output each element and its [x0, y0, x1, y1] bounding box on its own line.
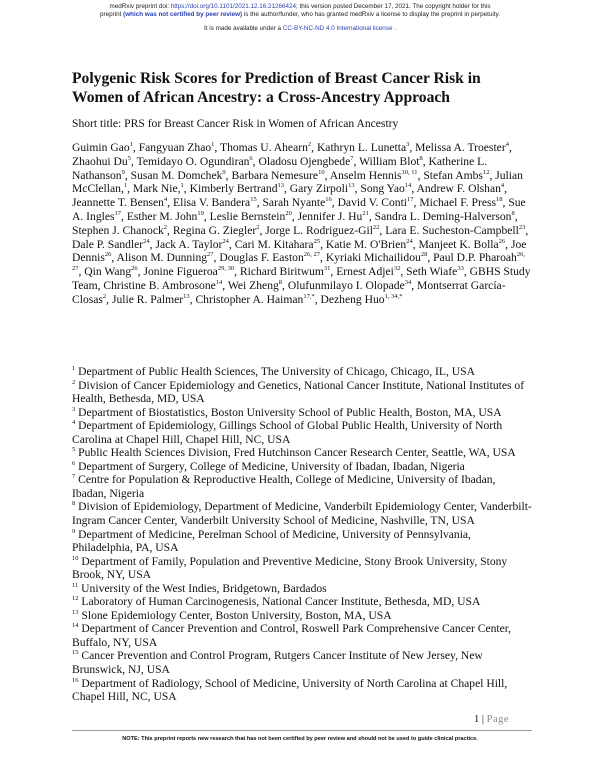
author-affiliation-marker: 16	[325, 196, 332, 204]
author: Michael F. Press$^{18}$	[419, 196, 503, 210]
author-affiliation-marker: 5	[127, 154, 131, 162]
peer-review-link[interactable]: (which was not certified by peer review)	[123, 11, 243, 18]
affiliation-item: $^4$ Department of Epidemiology, Gillings School of Global Public Health, University of North Carolina at Chapel Hill, Chapel Hill, NC, USA	[72, 419, 503, 446]
author: William Blot$^8$	[359, 154, 423, 168]
affiliation-item: $^1$ Department of Public Health Sciences, The University of Chicago, Chicago, IL, USA	[72, 365, 475, 378]
author: Manjeet K. Bolla$^{26}$	[418, 237, 506, 251]
author: Joe Dennis$^{26}$	[72, 237, 527, 265]
author-affiliation-marker: 15	[250, 196, 257, 204]
author: Fangyuan Zhao$^1$	[138, 141, 215, 154]
author: Alison M. Dunning$^{27}$	[116, 251, 214, 265]
author: Jonine Figueroa$^{29, 30}$	[143, 265, 235, 279]
author-affiliation-marker: 3	[406, 141, 410, 149]
author-affiliation-marker: 7	[350, 154, 354, 162]
author-affiliation-marker: 19	[197, 210, 204, 218]
author-affiliation-marker: 20	[285, 210, 292, 218]
author-affiliation-marker: 24	[143, 237, 150, 245]
author: Lara E. Sucheston-Campbell$^{23}$	[385, 223, 526, 237]
author-affiliation-marker: 2	[256, 223, 260, 231]
author-affiliation-marker: 18	[496, 196, 503, 204]
author-affiliation-marker: 28	[420, 251, 428, 259]
author: Temidayo O. Ogundiran$^6$	[136, 154, 253, 168]
affiliation-item: $^9$ Department of Medicine, Perelman School of Medicine, University of Pennsylvania, Philadelphia, PA, USA	[72, 527, 471, 555]
page-number: 1 | Page	[474, 714, 510, 725]
license-line: It is made available under a CC-BY-NC-ND 4.0 International license .	[204, 25, 396, 32]
affiliation-item: $^6$ Department of Surgery, College of Medicine, University of Ibadan, Ibadan, Nigeria	[72, 459, 465, 473]
author: Seth Wiafe$^{33}$	[406, 265, 464, 279]
author: Guimin Gao$^1$	[72, 141, 133, 154]
affiliation-item: $^2$ Division of Cancer Epidemiology and Genetics, National Cancer Institute, National Institutes of Health, Bethesda, MD, USA	[72, 378, 525, 406]
author: Douglas F. Easton$^{26, 27}$	[219, 251, 321, 265]
author: Zhaohui Du$^5$	[72, 154, 131, 168]
author: Andrew F. Olshan$^4$	[416, 182, 505, 196]
author-affiliation-marker: 22	[372, 223, 380, 231]
author: Cari M. Kitahara$^{25}$	[234, 237, 321, 251]
author-affiliation-marker: 10	[318, 168, 325, 176]
author: Sue A. Ingles$^{17}$	[72, 196, 526, 223]
author-affiliation-marker: 2	[307, 141, 312, 149]
author-affiliation-marker: 14	[215, 279, 223, 287]
author-affiliation-marker: 9	[222, 168, 226, 176]
author-affiliation-marker: 32	[393, 265, 401, 273]
preprint-header: medRxiv preprint doi: https://doi.org/10.1101/2021.12.16.21266424; this version posted December 17, 2021. The copyright holder for this	[109, 3, 491, 10]
author: Jennifer J. Hu$^{21}$	[297, 209, 369, 223]
author-affiliation-marker: 4	[163, 196, 168, 204]
affiliation-item: $^{11}$ University of the West Indies, Bridgetown, Bardados	[72, 581, 327, 595]
author-affiliation-marker: 17	[114, 210, 122, 218]
author: Ernest Adjei$^{32}$	[336, 265, 401, 279]
short-title: Short title: PRS for Breast Cancer Risk in Women of African Ancestry	[72, 117, 399, 130]
author-affiliation-marker: 13	[348, 182, 355, 190]
author-affiliation-marker: 8	[511, 210, 515, 218]
author-affiliation-marker: 2	[102, 292, 107, 300]
license-link[interactable]: CC-BY-NC-ND 4.0 International license	[282, 25, 393, 32]
author-affiliation-marker: 26, 27	[72, 251, 525, 273]
author: Susan M. Domchek$^9$	[130, 168, 226, 182]
author: Paul D.P. Pharoah$^{26, 27}$	[72, 251, 525, 273]
author: Katherine L. Nathanson$^9$	[72, 154, 488, 182]
author: Thomas U. Ahearn$^2$	[219, 141, 312, 154]
author: Montserrat García-Closas$^2$	[72, 278, 506, 306]
author-affiliation-marker: 24	[406, 237, 413, 245]
author: Stefan Ambs$^{12}$	[423, 168, 490, 182]
affiliation-item: $^{12}$ Laboratory of Human Carcinogenesis, National Cancer Institute, Bethesda, MD, USA	[72, 595, 481, 609]
author: Elisa V. Bandera$^{15}$	[173, 196, 257, 210]
footer-divider	[72, 730, 532, 731]
author-affiliation-marker: 1	[211, 141, 215, 149]
affiliation-list	[72, 365, 532, 704]
author-affiliation-marker: 14	[404, 182, 412, 190]
affiliation-item: $^{13}$ Slone Epidemiology Center, Boston University, Boston, MA, USA	[72, 608, 392, 622]
author-affiliation-marker: 6	[249, 154, 253, 162]
author: Kathryn L. Lunetta$^3$	[316, 141, 410, 154]
author-affiliation-marker: 10, 11	[401, 168, 418, 176]
affiliation-item: $^{15}$ Cancer Prevention and Control Program, Rutgers Cancer Institute of New Jersey, New Brunswick, NJ, USA	[72, 649, 483, 677]
affiliation-item: $^{16}$ Department of Radiology, School of Medicine, University of North Carolina at Chapel Hill, Chapel Hill, NC, USA	[72, 676, 508, 704]
author: Melissa A. Troester$^4$	[415, 141, 509, 154]
author-affiliation-marker: 33	[457, 265, 464, 273]
affiliation-item: $^3$ Department of Biostatistics, Boston University School of Public Health, Boston, MA, USA	[72, 405, 502, 419]
affiliation-item: $^{14}$ Department of Cancer Prevention and Control, Roswell Park Comprehensive Cancer Center, Buffalo, NY, USA	[72, 622, 512, 649]
author-affiliation-marker: 26	[498, 237, 506, 245]
author-affiliation-marker: 1	[123, 182, 128, 190]
author-affiliation-marker: 17,*	[303, 292, 315, 300]
paper-title: Polygenic Risk Scores for Prediction of Breast Cancer Risk in Women of African Ancestry: a Cross-Ancestry Approach	[72, 70, 481, 106]
affiliation-item: $^{10}$ Department of Family, Population and Preventive Medicine, Stony Brook University, Stony Brook, NY, USA	[72, 554, 508, 582]
author: Katie M. O'Brien$^{24}$	[325, 237, 413, 251]
preprint-header-line2: preprint (which was not certified by peer review) is the author/funder, who has granted medRxiv a license to display the preprint in perpetuity.	[100, 11, 500, 18]
author: Song Yao$^{14}$	[360, 182, 412, 196]
author: Esther M. John$^{19}$	[126, 209, 204, 223]
author-affiliation-marker: 21	[362, 210, 369, 218]
author-affiliation-marker: 27	[207, 251, 214, 259]
author-affiliation-marker: 12	[482, 168, 490, 176]
doi-link[interactable]: https://doi.org/10.1101/2021.12.16.21266424	[170, 3, 296, 10]
author: Olufunmilayo I. Olopade$^{34}$	[287, 278, 412, 292]
author-affiliation-marker: 2	[163, 223, 168, 231]
author: Leslie Bernstein$^{20}$	[209, 209, 292, 223]
author: Kimberly Bertrand$^{13}$	[189, 182, 284, 196]
author-affiliation-marker: 17	[407, 196, 414, 204]
author: Wei Zheng$^8$	[227, 278, 283, 292]
author-affiliation-marker: 26	[131, 265, 138, 273]
footer-note: NOTE: This preprint reports new research that has not been certified by peer review and should not be used to guide clinical practice.	[122, 736, 478, 742]
author: Christopher A. Haiman$^{17,*}$	[195, 292, 315, 306]
author: Anselm Hennis$^{10, 11}$	[329, 168, 418, 182]
affiliation-item: $^5$ Public Health Sciences Division, Fred Hutchinson Cancer Research Center, Seattle, WA, USA	[72, 446, 516, 460]
author-affiliation-marker: 1	[180, 182, 184, 190]
author: Regina G. Ziegler$^2$	[172, 223, 260, 237]
author-affiliation-marker: 26, 27	[303, 251, 321, 259]
author-affiliation-marker: 31	[323, 265, 331, 273]
author: Dale P. Sandler$^{24}$	[72, 237, 150, 251]
author: Julie R. Palmer$^{13}$	[111, 292, 190, 306]
author: Jorge L. Rodriguez-Gil$^{22}$	[265, 223, 380, 237]
author-affiliation-marker: 23	[518, 223, 526, 231]
author-affiliation-marker: 8	[278, 279, 283, 287]
author: Sarah Nyante$^{16}$	[262, 196, 332, 210]
author: David V. Conti$^{17}$	[337, 196, 414, 210]
author-affiliation-marker: 9	[121, 168, 125, 176]
author-affiliation-marker: 13	[183, 292, 190, 300]
author-affiliation-marker: 13	[277, 182, 284, 190]
author-affiliation-marker: 29, 30	[217, 265, 235, 273]
author-affiliation-marker: 24	[222, 237, 229, 245]
author: Dezheng Huo$^{1, 34,*}$	[320, 292, 403, 306]
author-affiliation-marker: 26	[104, 251, 112, 259]
affiliation-item: $^8$ Division of Epidemiology, Department of Medicine, Vanderbilt Epidemiology Center, Vanderbilt-Ingram Cancer Center, Vanderbilt University School of Medicine, Nashville, TN, USA	[72, 500, 532, 528]
author: Oladosu Ojengbede$^7$	[258, 154, 354, 168]
author: Julian McClellan,$^1$	[72, 168, 523, 196]
author: Jack A. Taylor$^{24}$	[155, 237, 229, 251]
author: Stephen J. Chanock$^2$	[72, 223, 168, 237]
author: Gary Zirpoli$^{13}$	[289, 182, 355, 196]
author-list: Guimin Gao$^1$, Fangyuan Zhao$^1$, Thomas U. Ahearn$^2$, Kathryn L. Lunetta$^3$, Melissa A. Troester$^4$, Zhaohui Du$^5$, Temidayo O. Ogundiran$^6$, Oladosu Ojengbede$^7$, William Blot$^8$, Katherine L. Nathanson$^9$, Susan M. Domchek$^9$, Barbara Nemesure$^{10}$, Anselm Hennis$^{10, 11}$, Stefan Ambs$^{12}$, Julian McClellan,$^1$, Mark Nie,$^1$, Kimberly Bertrand$^{13}$, Gary Zirpoli$^{13}$, Song Yao$^{14}$, Andrew F. Olshan$^4$, Jeannette T. Bensen$^4$, Elisa V. Bandera$^{15}$, Sarah Nyante$^{16}$, David V. Conti$^{17}$, Michael F. Press$^{18}$, Sue A. Ingles$^{17}$, Esther M. John$^{19}$, Leslie Bernstein$^{20}$, Jennifer J. Hu$^{21}$, Sandra L. Deming-Halverson$^8$, Stephen J. Chanock$^2$, Regina G. Ziegler$^2$, Jorge L. Rodriguez-Gil$^{22}$, Lara E. Sucheston-Campbell$^{23}$, Dale P. Sandler$^{24}$, Jack A. Taylor$^{24}$, Cari M. Kitahara$^{25}$, Katie M. O'Brien$^{24}$, Manjeet K. Bolla$^{26}$, Joe Dennis$^{26}$, Alison M. Dunning$^{27}$, Douglas F. Easton$^{26, 27}$, Kyriaki Michailidou$^{28}$, Paul D.P. Pharoah$^{26, 27}$, Qin Wang$^{26}$, Jonine Figueroa$^{29, 30}$, Richard Biritwum$^{31}$, Ernest Adjei$^{32}$, Seth Wiafe$^{33}$, GBHS Study Team, Christine B. Ambrosone$^{14}$, Wei Zheng$^8$, Olufunmilayo I. Olopade$^{34}$, Montserrat García-Closas$^2$, Julie R. Palmer$^{13}$, Christopher A. Haiman$^{17,*}$, Dezheng Huo$^{1, 34,*}$	[72, 141, 531, 306]
affiliation-item: $^7$ Centre for Population & Reproductive Health, College of Medicine, University of Ibadan, Ibadan, Nigeria	[72, 473, 496, 500]
author: GBHS Study Team	[72, 265, 531, 292]
author-affiliation-marker: 1	[129, 141, 133, 149]
author: Richard Biritwum$^{31}$	[239, 265, 331, 279]
author-affiliation-marker: 4	[505, 141, 509, 149]
author: Mark Nie,$^1$	[132, 182, 184, 196]
author-affiliation-marker: 4	[500, 182, 505, 190]
author-affiliation-marker: 25	[313, 237, 321, 245]
author: Sandra L. Deming-Halverson$^8$	[374, 209, 515, 223]
author-affiliation-marker: 34	[404, 279, 412, 287]
author-affiliation-marker: 1, 34,*	[384, 292, 403, 300]
author: Christine B. Ambrosone$^{14}$	[103, 278, 223, 292]
author: Qin Wang$^{26}$	[84, 265, 138, 279]
author-affiliation-marker: 8	[419, 154, 423, 162]
author: Barbara Nemesure$^{10}$	[231, 168, 325, 182]
author: Jeannette T. Bensen$^4$	[72, 196, 168, 210]
author: Kyriaki Michailidou$^{28}$	[325, 251, 428, 265]
